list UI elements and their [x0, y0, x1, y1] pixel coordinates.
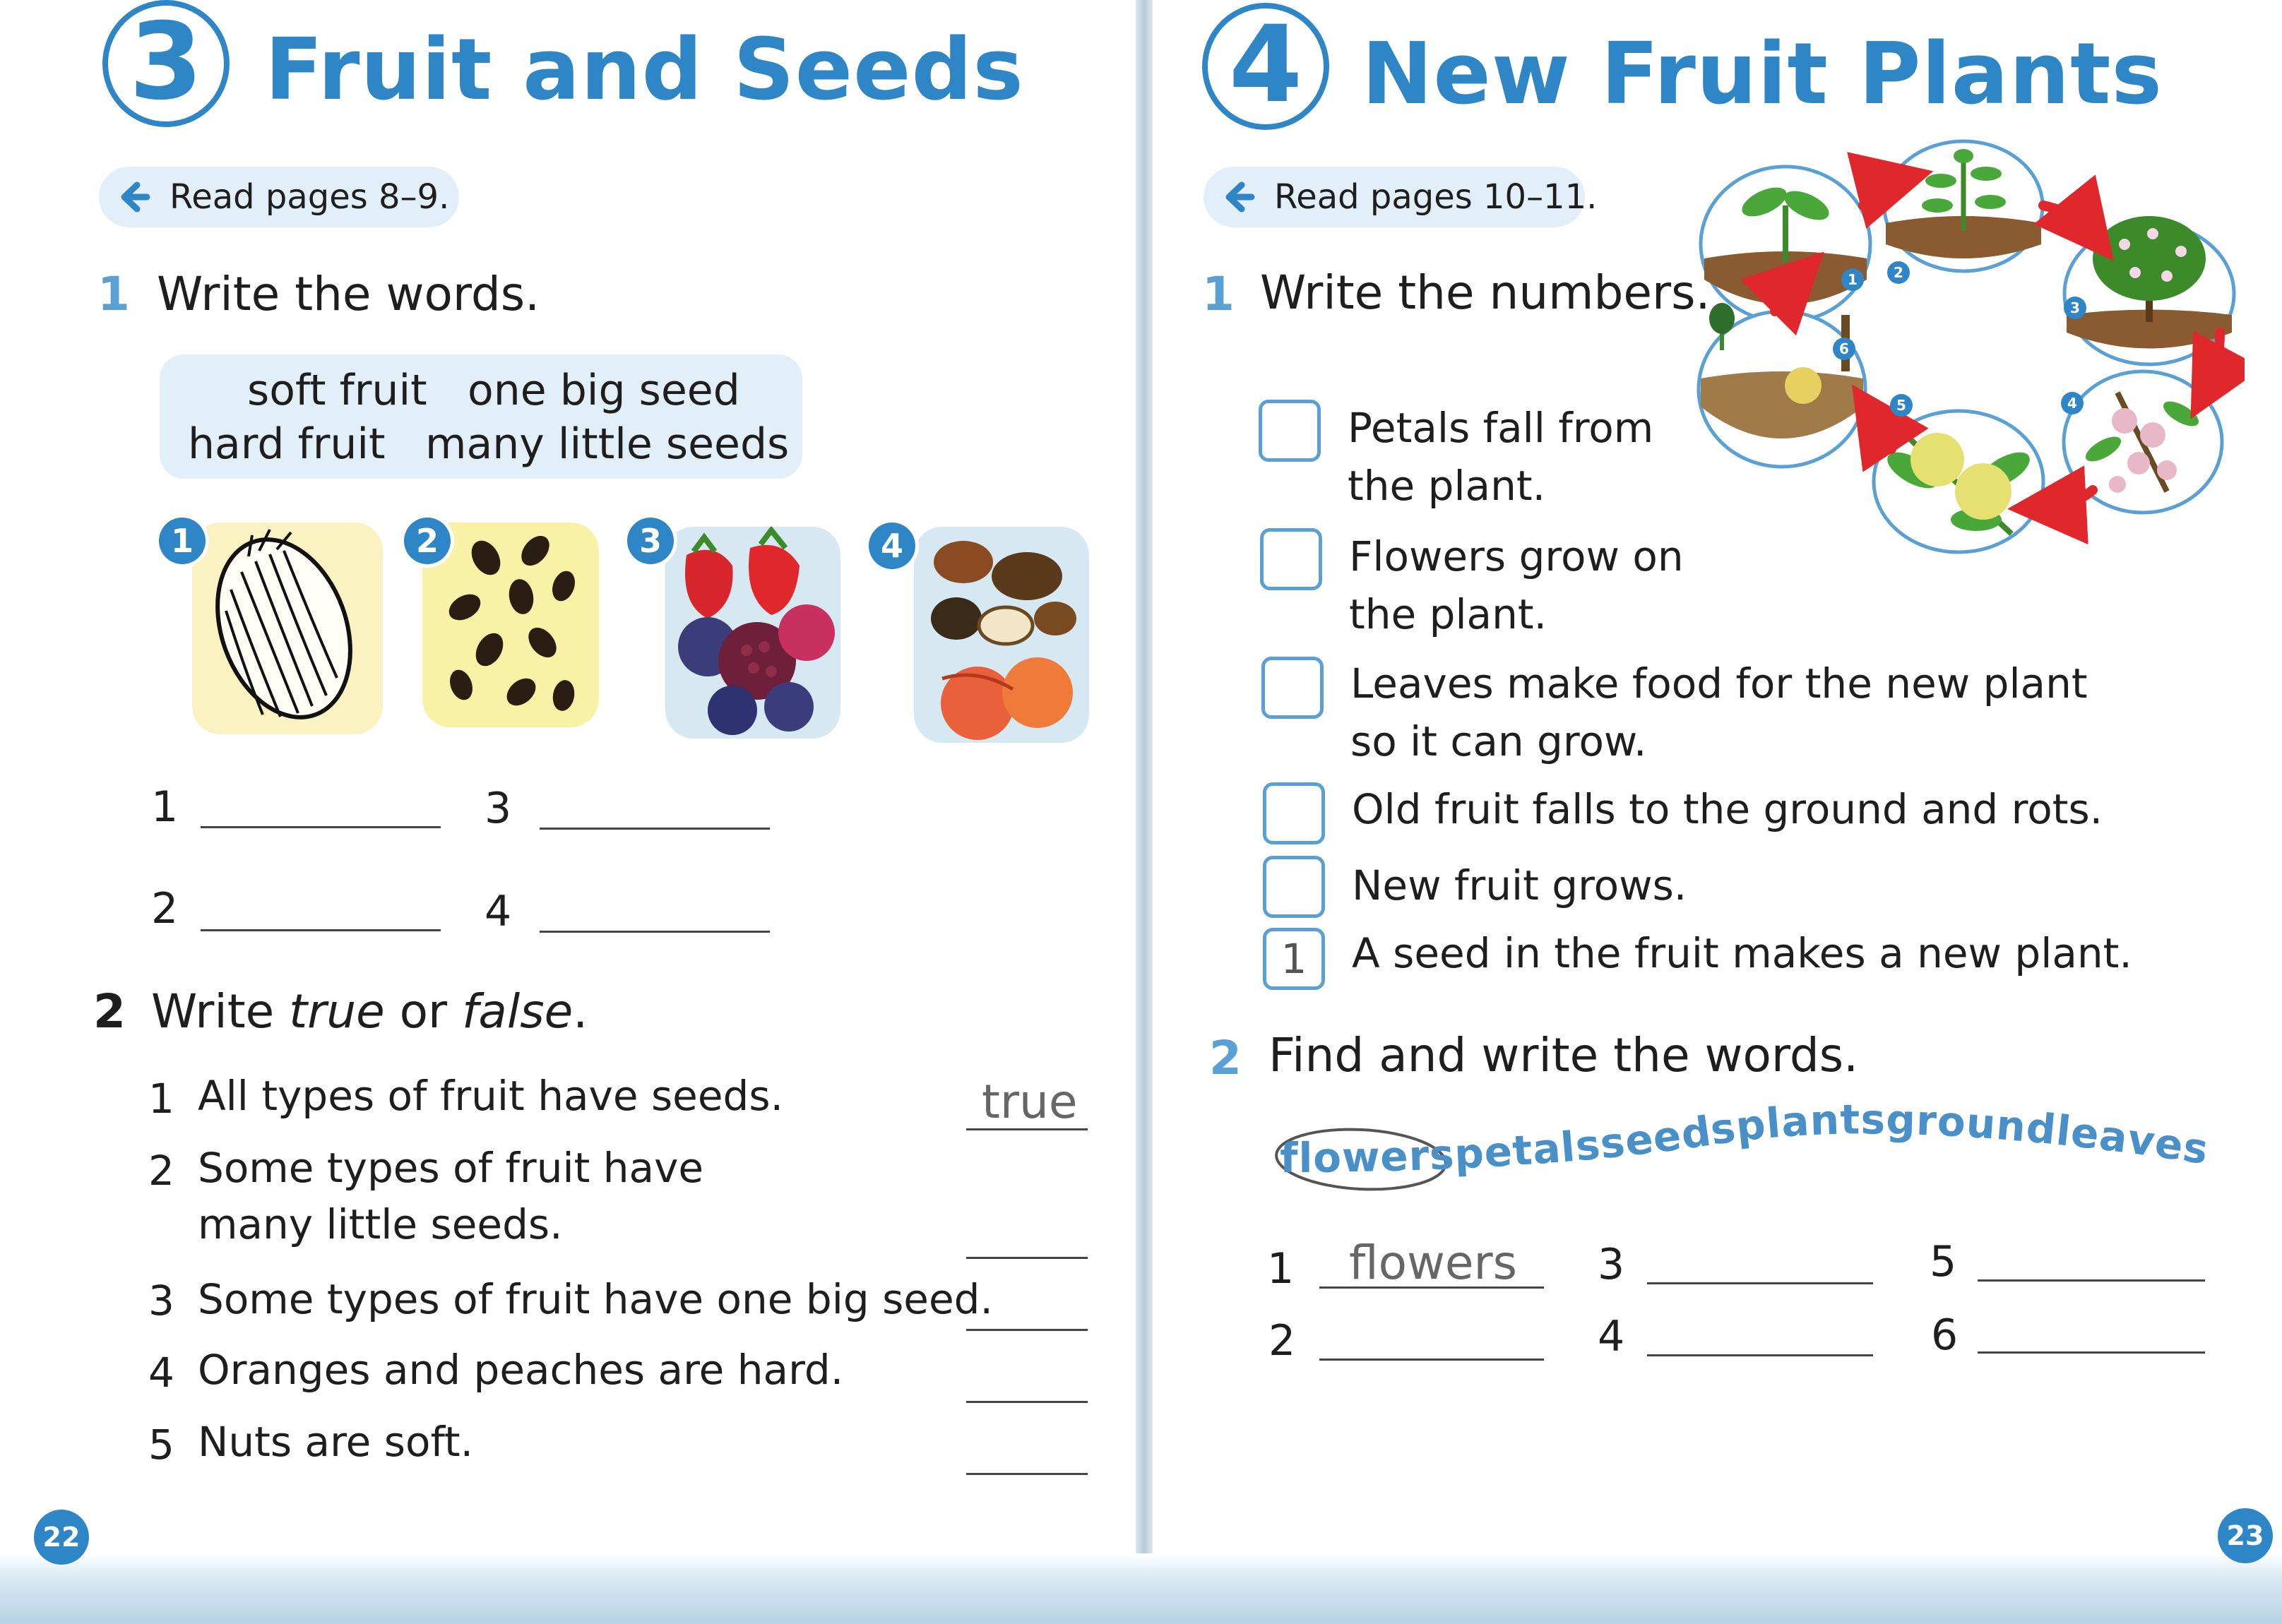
answer-number: 4	[1598, 1312, 1625, 1361]
answer-line[interactable]	[540, 931, 770, 933]
read-pages-pill	[99, 167, 459, 227]
picture-one-big-seed	[192, 523, 383, 734]
picture-soft-fruit	[665, 527, 840, 739]
word-bank-item: many little seeds	[425, 419, 790, 469]
picture-number-badge: 1	[159, 518, 206, 564]
statement-text: the plant.	[1348, 462, 1546, 510]
question-text: Oranges and peaches are hard.	[198, 1346, 844, 1394]
unit-number-badge: 3	[102, 0, 230, 127]
answer-line[interactable]	[966, 1257, 1088, 1259]
answer-number: 4	[485, 887, 512, 936]
question-text: Some types of fruit have one big seed.	[198, 1275, 993, 1323]
stage-new-fruit	[1874, 411, 2043, 552]
answer-line[interactable]	[201, 929, 441, 931]
word-bank-item: hard fruit	[188, 419, 386, 469]
read-pages-text: Read pages 10–11.	[1274, 177, 1598, 217]
answer-number: 1	[1267, 1244, 1295, 1294]
word-snake	[1266, 1087, 2226, 1214]
question-number: 5	[148, 1421, 174, 1469]
cycle-arrow	[2043, 205, 2089, 230]
handwritten-answer: true	[982, 1075, 1078, 1129]
answer-line[interactable]	[966, 1401, 1088, 1403]
answer-number: 3	[1598, 1240, 1625, 1289]
exercise-number: 1	[97, 267, 130, 321]
answer-number: 1	[151, 782, 179, 832]
statement-text: the plant.	[1349, 590, 1547, 638]
exercise-number: 2	[1209, 1031, 1242, 1085]
cycle-stage-number: 3	[2070, 299, 2080, 316]
number-answer-box[interactable]	[1259, 400, 1321, 462]
arrow-left-icon	[1220, 179, 1256, 215]
question-text: All types of fruit have seeds.	[198, 1072, 784, 1120]
read-pages-text: Read pages 8–9.	[170, 177, 450, 217]
cycle-stage-number: 1	[1848, 271, 1858, 288]
statement-text: Old fruit falls to the ground and rots.	[1352, 785, 2103, 833]
number-answer-box[interactable]	[1263, 856, 1325, 918]
cycle-stage-number: 6	[1839, 340, 1849, 357]
unit-number-badge: 4	[1202, 3, 1329, 130]
statement-text: so it can grow.	[1350, 717, 1647, 765]
question-number: 2	[148, 1147, 174, 1195]
cycle-arrow	[2047, 490, 2093, 507]
statement-text: New fruit grows.	[1352, 861, 1687, 909]
nuts-illustration	[914, 527, 1089, 743]
picture-number-badge: 3	[627, 518, 674, 564]
book-gutter	[1136, 0, 1153, 1624]
question-text: Nuts are soft.	[198, 1418, 474, 1466]
answer-line[interactable]	[1319, 1286, 1544, 1289]
answer-line[interactable]	[1978, 1351, 2205, 1354]
question-number: 4	[148, 1349, 174, 1397]
word-bank-item: soft fruit	[247, 366, 427, 415]
exercise-number: 2	[93, 984, 126, 1039]
answer-line[interactable]	[1319, 1359, 1544, 1361]
answer-line[interactable]	[1647, 1354, 1873, 1356]
picture-number-badge: 2	[404, 518, 451, 564]
little-seeds-illustration	[422, 523, 599, 727]
question-number: 3	[148, 1277, 174, 1325]
exercise-instruction: Find and write the words.	[1268, 1028, 1859, 1082]
stage-flowering-plant	[2064, 216, 2234, 364]
answer-number: 6	[1931, 1310, 1959, 1360]
stage-rotting-fruit	[1699, 303, 1865, 467]
left-page	[0, 0, 1136, 1582]
cycle-stage-number: 4	[2067, 395, 2077, 412]
exercise-instruction: Write the words.	[157, 267, 540, 321]
word-bank	[160, 354, 802, 479]
unit-title: Fruit and Seeds	[265, 21, 1024, 119]
statement-text: A seed in the fruit makes a new plant.	[1352, 929, 2132, 977]
answer-line[interactable]	[540, 828, 770, 830]
page-number: 23	[2218, 1508, 2273, 1563]
big-seed-illustration	[192, 523, 383, 734]
letter-string: flowerspetalsseedsplantsgroundleaves	[1280, 1095, 2212, 1183]
answer-number: 3	[485, 784, 512, 833]
cycle-arrow	[1874, 417, 1891, 449]
answer-number: 2	[1268, 1316, 1296, 1366]
page-bottom-edge	[0, 1553, 2282, 1624]
answer-line[interactable]	[201, 826, 441, 828]
arrow-left-icon	[116, 179, 151, 215]
stage-young-plant	[1884, 141, 2043, 271]
berries-illustration	[665, 527, 840, 739]
number-answer-box[interactable]	[1260, 528, 1322, 590]
exercise-instruction: Write the numbers.	[1260, 265, 1711, 320]
life-cycle-diagram	[1694, 138, 2245, 555]
statement-text: Flowers grow on	[1349, 532, 1684, 580]
answer-number: 2	[151, 884, 179, 933]
number-answer-box[interactable]	[1263, 782, 1325, 844]
handwritten-answer: flowers	[1349, 1236, 1518, 1290]
read-pages-pill	[1204, 167, 1598, 227]
picture-many-little-seeds	[422, 523, 599, 727]
number-answer-box[interactable]	[1261, 657, 1324, 719]
cycle-stage-number: 2	[1894, 264, 1903, 281]
right-page	[1153, 0, 2282, 1582]
answer-line[interactable]	[966, 1473, 1088, 1475]
picture-hard-fruit	[914, 527, 1089, 743]
statement-text: Leaves make food for the new plant	[1350, 659, 2088, 707]
answer-line[interactable]	[1647, 1282, 1873, 1284]
question-text: many little seeds.	[198, 1200, 563, 1248]
question-text: Some types of fruit have	[198, 1144, 704, 1192]
answer-number: 5	[1930, 1237, 1957, 1286]
exercise-number: 1	[1202, 267, 1235, 321]
exercise-instruction: Write true or false.	[151, 984, 588, 1039]
word-bank-item: one big seed	[468, 366, 740, 415]
answer-line[interactable]	[966, 1128, 1088, 1130]
question-number: 1	[148, 1075, 174, 1123]
number-answer-box[interactable]: 1	[1263, 928, 1325, 990]
statement-text: Petals fall from	[1348, 404, 1654, 452]
answer-line[interactable]	[966, 1329, 1088, 1331]
svg-text:flowerspetalsseedsplantsground	[1280, 1095, 2212, 1182]
page-number: 22	[34, 1510, 89, 1565]
answer-line[interactable]	[1978, 1279, 2205, 1282]
unit-title: New Fruit Plants	[1362, 25, 2163, 124]
picture-number-badge: 4	[869, 523, 915, 569]
cycle-stage-number: 5	[1896, 397, 1906, 414]
